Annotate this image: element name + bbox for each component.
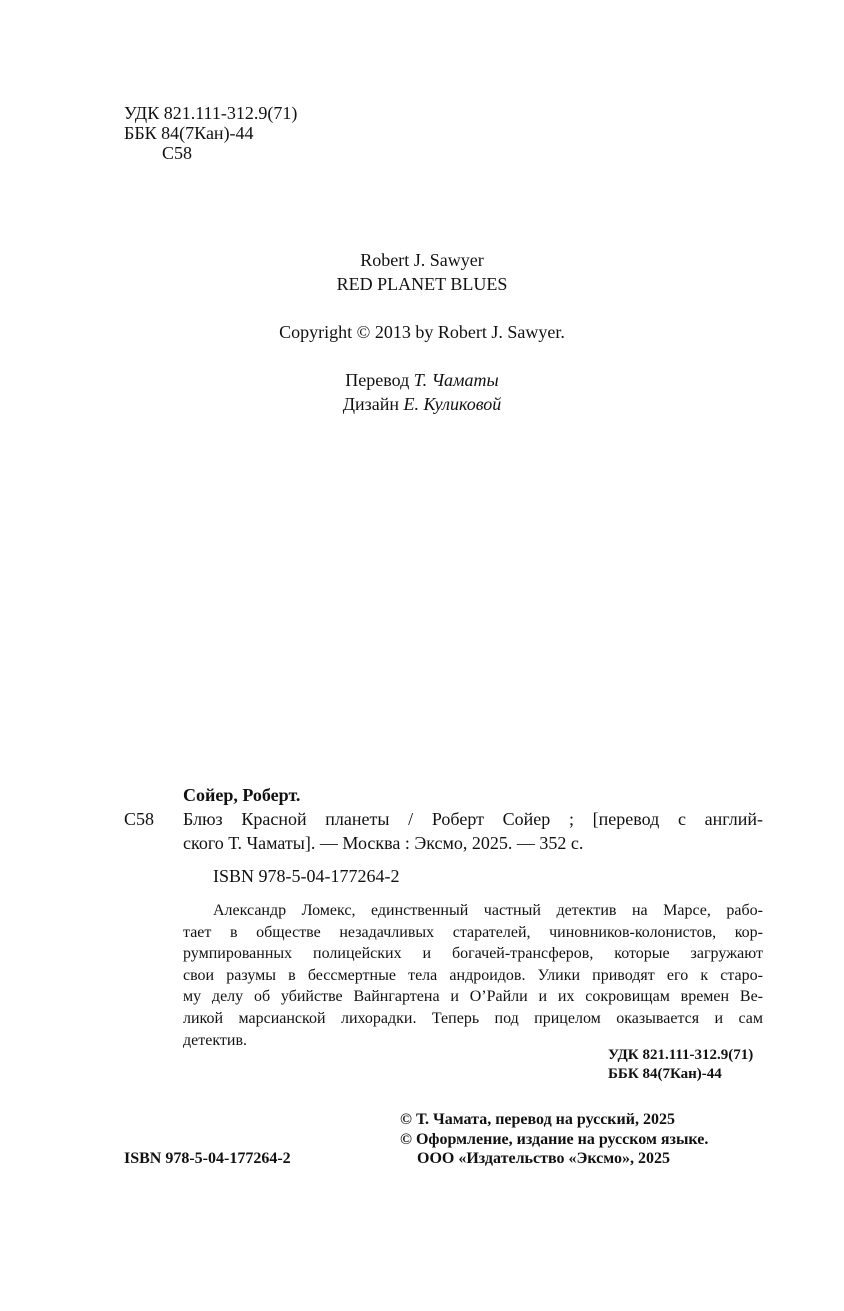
design-credit [0, 392, 844, 416]
bbk-code: ББК 84(7Кан)-44 [124, 123, 254, 143]
catalog-annotation [183, 900, 763, 1051]
catalog-isbn: ISBN 978-5-04-177264-2 [213, 866, 400, 886]
copyright-design: © Оформление, издание на русском языке. [400, 1130, 709, 1148]
annotation-line: му делу об убийстве Вайнгартена и О’Райли и их сокровищам времен Ве- [183, 988, 763, 1006]
credits-block [0, 368, 844, 416]
author-mark: С58 [162, 143, 193, 163]
annotation-line: тает в обществе незадачливых старателей, чиновников-колонистов, кор- [183, 923, 763, 941]
udk-code: УДК 821.111-312.9(71) [124, 103, 298, 123]
catalog-mark: С58 [124, 809, 155, 829]
catalog-line-1: Блюз Красной планеты / Роберт Сойер ; [перевод с англий- [183, 809, 763, 829]
translator-name: Т. Чаматы [413, 370, 499, 390]
design-label: Дизайн [342, 394, 399, 414]
translation-credit [0, 368, 844, 392]
annotation-line: румпированных полицейских и богачей-трансферов, которые загружают [183, 945, 763, 963]
original-author: Robert J. Sawyer [360, 250, 484, 270]
annotation-line: детектив. [183, 1031, 248, 1049]
catalog-bbk: ББК 84(7Кан)-44 [608, 1066, 722, 1082]
copyright-translation: © Т. Чамата, перевод на русский, 2025 [400, 1111, 675, 1128]
catalog-udk: УДК 821.111-312.9(71) [608, 1047, 754, 1063]
catalog-description [183, 807, 763, 855]
translation-label: Перевод [345, 370, 410, 390]
classification-block [124, 103, 297, 163]
annotation-line: свои разумы в бессмертные тела андроидов. Улики приводят его к старо- [183, 966, 763, 984]
designer-name: Е. Куликовой [403, 394, 502, 414]
annotation-line: ликой марсианской лихорадки. Теперь под прицелом оказывается и сам [183, 1009, 763, 1027]
catalog-codes [608, 1046, 753, 1084]
original-title: RED PLANET BLUES [336, 274, 508, 294]
original-info [0, 248, 844, 296]
footer-copyrights [400, 1110, 708, 1169]
footer-isbn: ISBN 978-5-04-177264-2 [124, 1150, 291, 1167]
copyright-publisher: ООО «Издательство «Эксмо», 2025 [417, 1150, 670, 1167]
catalog-heading: Сойер, Роберт. [183, 785, 301, 805]
original-copyright: Copyright © 2013 by Robert J. Sawyer. [279, 322, 565, 342]
catalog-line-2: ского Т. Чаматы]. — Москва : Эксмо, 2025. — 352 с. [183, 833, 584, 853]
annotation-line: Александр Ломекс, единственный частный детектив на Марсе, рабо- [213, 902, 763, 919]
